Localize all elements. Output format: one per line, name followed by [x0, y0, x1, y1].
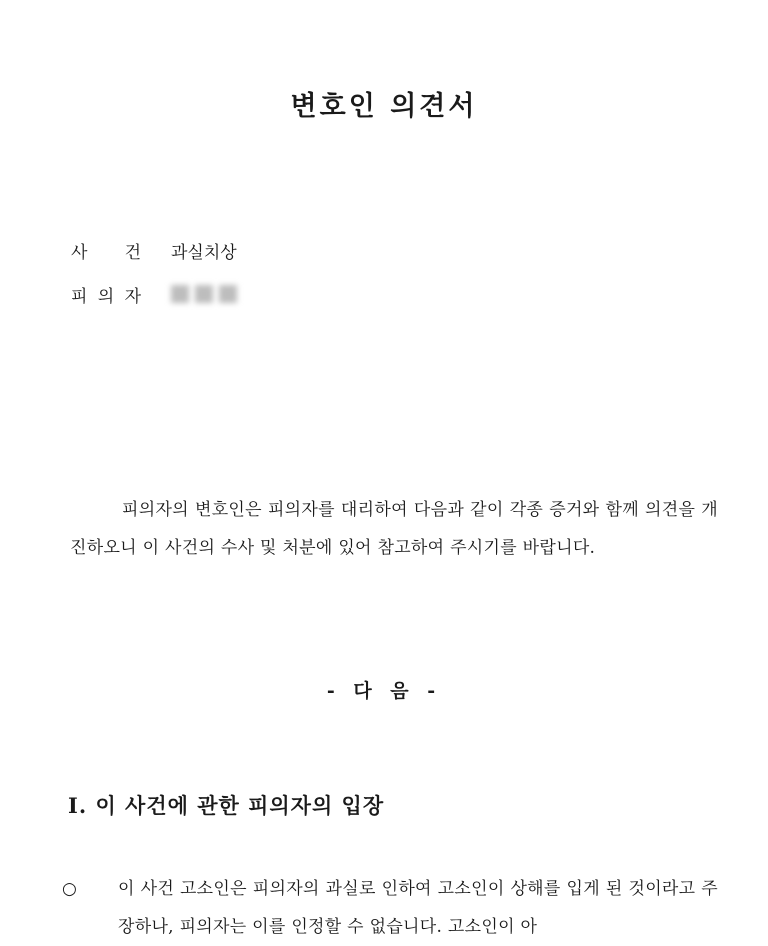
suspect-label-char-3: 자 — [124, 286, 141, 307]
redacted-char-block — [171, 285, 189, 303]
case-label-char-1: 사 — [71, 242, 88, 263]
suspect-field-row — [71, 281, 237, 307]
redacted-suspect-name — [171, 285, 237, 303]
redacted-char-block — [195, 285, 213, 303]
case-field-row — [71, 237, 237, 263]
case-value: 과실치상 — [171, 242, 237, 263]
suspect-label-char-2: 의 — [97, 286, 115, 307]
document-title: 변호인 의견서 — [290, 91, 478, 122]
intro-paragraph: 피의자의 변호인은 피의자를 대리하여 다음과 같이 각종 증거와 함께 의견을 개진하오니 이 사건의 수사 및 처분에 있어 참고하여 주시기를 바랍니다. — [70, 500, 718, 558]
section-heading: I. 이 사건에 관한 피의자의 입장 — [68, 793, 385, 818]
bullet-text: 이 사건 고소인은 피의자의 과실로 인하여 고소인이 상해를 입게 된 것이라고 주장하나, 피의자는 이를 인정할 수 없습니다. 고소인이 아 — [118, 879, 718, 937]
next-heading: - 다 음 - — [326, 680, 442, 702]
redacted-char-block — [219, 285, 237, 303]
suspect-label-char-1: 피 — [71, 286, 88, 307]
case-label-char-2: 건 — [124, 242, 141, 263]
circle-bullet-icon: ○ — [62, 879, 78, 899]
suspect-label — [71, 282, 141, 307]
case-label — [71, 238, 141, 263]
